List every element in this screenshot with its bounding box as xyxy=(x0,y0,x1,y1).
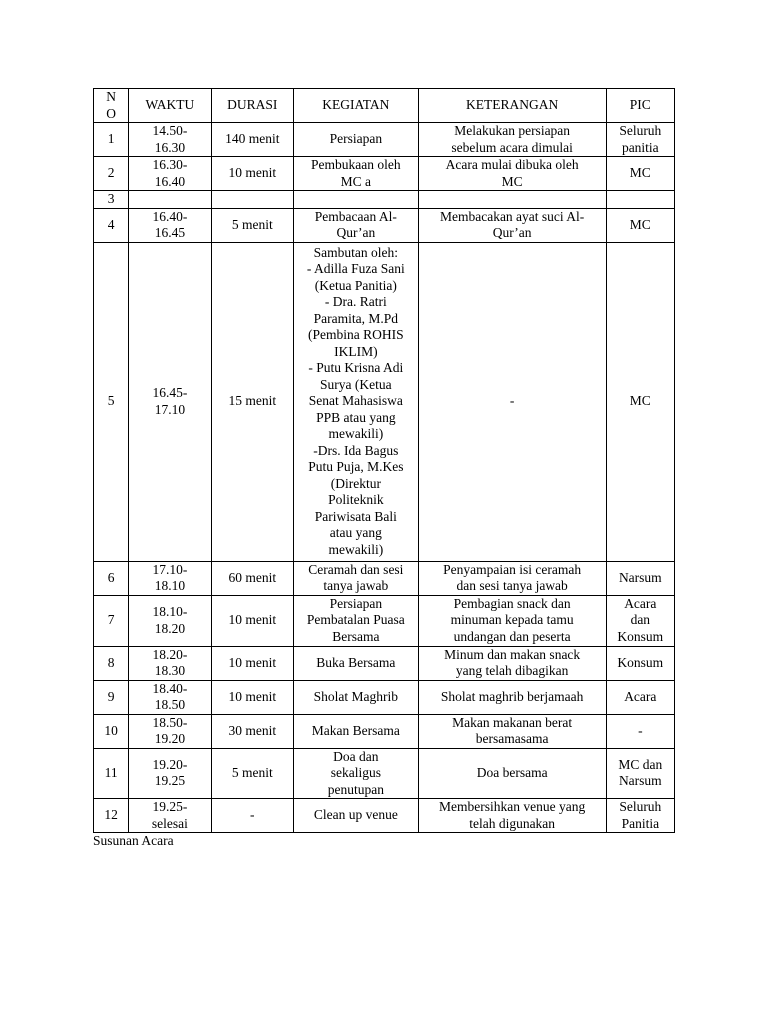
cell-no: 3 xyxy=(94,191,129,209)
cell-pic: Acara dan Konsum xyxy=(606,595,674,646)
cell-waktu xyxy=(129,191,211,209)
table-row xyxy=(94,123,675,157)
cell-durasi: - xyxy=(211,799,293,833)
cell-durasi: 10 menit xyxy=(211,680,293,714)
cell-no: 8 xyxy=(94,646,129,680)
cell-waktu: 18.50- 19.20 xyxy=(129,714,211,748)
schedule-table xyxy=(93,88,675,833)
table-row xyxy=(94,242,675,561)
table-body xyxy=(94,123,675,833)
cell-kegiatan xyxy=(294,191,419,209)
cell-keterangan: Sholat maghrib berjamaah xyxy=(418,680,606,714)
cell-keterangan xyxy=(418,191,606,209)
header-waktu: WAKTU xyxy=(129,89,211,123)
cell-kegiatan: Buka Bersama xyxy=(294,646,419,680)
table-row xyxy=(94,208,675,242)
cell-no: 11 xyxy=(94,748,129,799)
table-row xyxy=(94,714,675,748)
table-row xyxy=(94,157,675,191)
cell-kegiatan: Makan Bersama xyxy=(294,714,419,748)
cell-no: 7 xyxy=(94,595,129,646)
cell-durasi: 5 menit xyxy=(211,748,293,799)
cell-durasi: 10 menit xyxy=(211,157,293,191)
cell-kegiatan: Clean up venue xyxy=(294,799,419,833)
cell-keterangan: Acara mulai dibuka oleh MC xyxy=(418,157,606,191)
cell-waktu: 18.20- 18.30 xyxy=(129,646,211,680)
cell-keterangan: Minum dan makan snack yang telah dibagikan xyxy=(418,646,606,680)
table-row xyxy=(94,595,675,646)
cell-kegiatan: Ceramah dan sesi tanya jawab xyxy=(294,561,419,595)
cell-pic: Narsum xyxy=(606,561,674,595)
cell-waktu: 16.45- 17.10 xyxy=(129,242,211,561)
table-row xyxy=(94,561,675,595)
table-header-row xyxy=(94,89,675,123)
header-no: N O xyxy=(94,89,129,123)
cell-pic: Acara xyxy=(606,680,674,714)
cell-kegiatan: Doa dan sekaligus penutupan xyxy=(294,748,419,799)
cell-no: 10 xyxy=(94,714,129,748)
cell-waktu: 18.10- 18.20 xyxy=(129,595,211,646)
cell-no: 4 xyxy=(94,208,129,242)
cell-waktu: 18.40- 18.50 xyxy=(129,680,211,714)
cell-waktu: 16.40- 16.45 xyxy=(129,208,211,242)
cell-durasi: 15 menit xyxy=(211,242,293,561)
cell-kegiatan: Pembukaan oleh MC a xyxy=(294,157,419,191)
header-durasi: DURASI xyxy=(211,89,293,123)
table-caption: Susunan Acara xyxy=(93,833,174,848)
cell-pic: MC xyxy=(606,157,674,191)
cell-keterangan: Melakukan persiapan sebelum acara dimulai xyxy=(418,123,606,157)
cell-kegiatan: Sholat Maghrib xyxy=(294,680,419,714)
cell-kegiatan: Pembacaan Al- Qur’an xyxy=(294,208,419,242)
cell-keterangan: Membacakan ayat suci Al- Qur’an xyxy=(418,208,606,242)
cell-waktu: 14.50- 16.30 xyxy=(129,123,211,157)
cell-waktu: 17.10- 18.10 xyxy=(129,561,211,595)
cell-pic: MC xyxy=(606,242,674,561)
table-row xyxy=(94,748,675,799)
cell-pic: MC dan Narsum xyxy=(606,748,674,799)
cell-waktu: 19.25- selesai xyxy=(129,799,211,833)
header-pic: PIC xyxy=(606,89,674,123)
table-row xyxy=(94,646,675,680)
cell-pic: Seluruh panitia xyxy=(606,123,674,157)
cell-pic: - xyxy=(606,714,674,748)
cell-durasi: 140 menit xyxy=(211,123,293,157)
table-row xyxy=(94,680,675,714)
cell-durasi: 10 menit xyxy=(211,595,293,646)
cell-pic: MC xyxy=(606,208,674,242)
cell-keterangan: Makan makanan berat bersamasama xyxy=(418,714,606,748)
cell-durasi: 60 menit xyxy=(211,561,293,595)
cell-no: 2 xyxy=(94,157,129,191)
cell-kegiatan: Persiapan xyxy=(294,123,419,157)
cell-pic: Konsum xyxy=(606,646,674,680)
cell-keterangan: - xyxy=(418,242,606,561)
cell-waktu: 19.20- 19.25 xyxy=(129,748,211,799)
cell-pic: Seluruh Panitia xyxy=(606,799,674,833)
cell-pic xyxy=(606,191,674,209)
cell-durasi xyxy=(211,191,293,209)
cell-waktu: 16.30- 16.40 xyxy=(129,157,211,191)
cell-keterangan: Penyampaian isi ceramah dan sesi tanya jawab xyxy=(418,561,606,595)
cell-kegiatan: Persiapan Pembatalan Puasa Bersama xyxy=(294,595,419,646)
cell-kegiatan: Sambutan oleh: - Adilla Fuza Sani (Ketua Panitia) - Dra. Ratri Paramita, M.Pd (Pembina ROHIS IKLIM) - Putu Krisna Adi Surya (Ketua Senat Mahasiswa PPB atau yang mewakili) -Drs. Ida Bagus Putu Puja, M.Kes (Direktur Politeknik Pariwisata Bali atau yang mewakili) xyxy=(294,242,419,561)
header-keterangan: KETERANGAN xyxy=(418,89,606,123)
cell-keterangan: Pembagian snack dan minuman kepada tamu undangan dan peserta xyxy=(418,595,606,646)
cell-durasi: 10 menit xyxy=(211,646,293,680)
cell-no: 1 xyxy=(94,123,129,157)
document-page xyxy=(93,88,676,849)
cell-keterangan: Doa bersama xyxy=(418,748,606,799)
cell-durasi: 5 menit xyxy=(211,208,293,242)
cell-no: 6 xyxy=(94,561,129,595)
table-row xyxy=(94,799,675,833)
cell-keterangan: Membersihkan venue yang telah digunakan xyxy=(418,799,606,833)
table-row xyxy=(94,191,675,209)
header-kegiatan: KEGIATAN xyxy=(294,89,419,123)
cell-durasi: 30 menit xyxy=(211,714,293,748)
cell-no: 5 xyxy=(94,242,129,561)
cell-no: 9 xyxy=(94,680,129,714)
cell-no: 12 xyxy=(94,799,129,833)
